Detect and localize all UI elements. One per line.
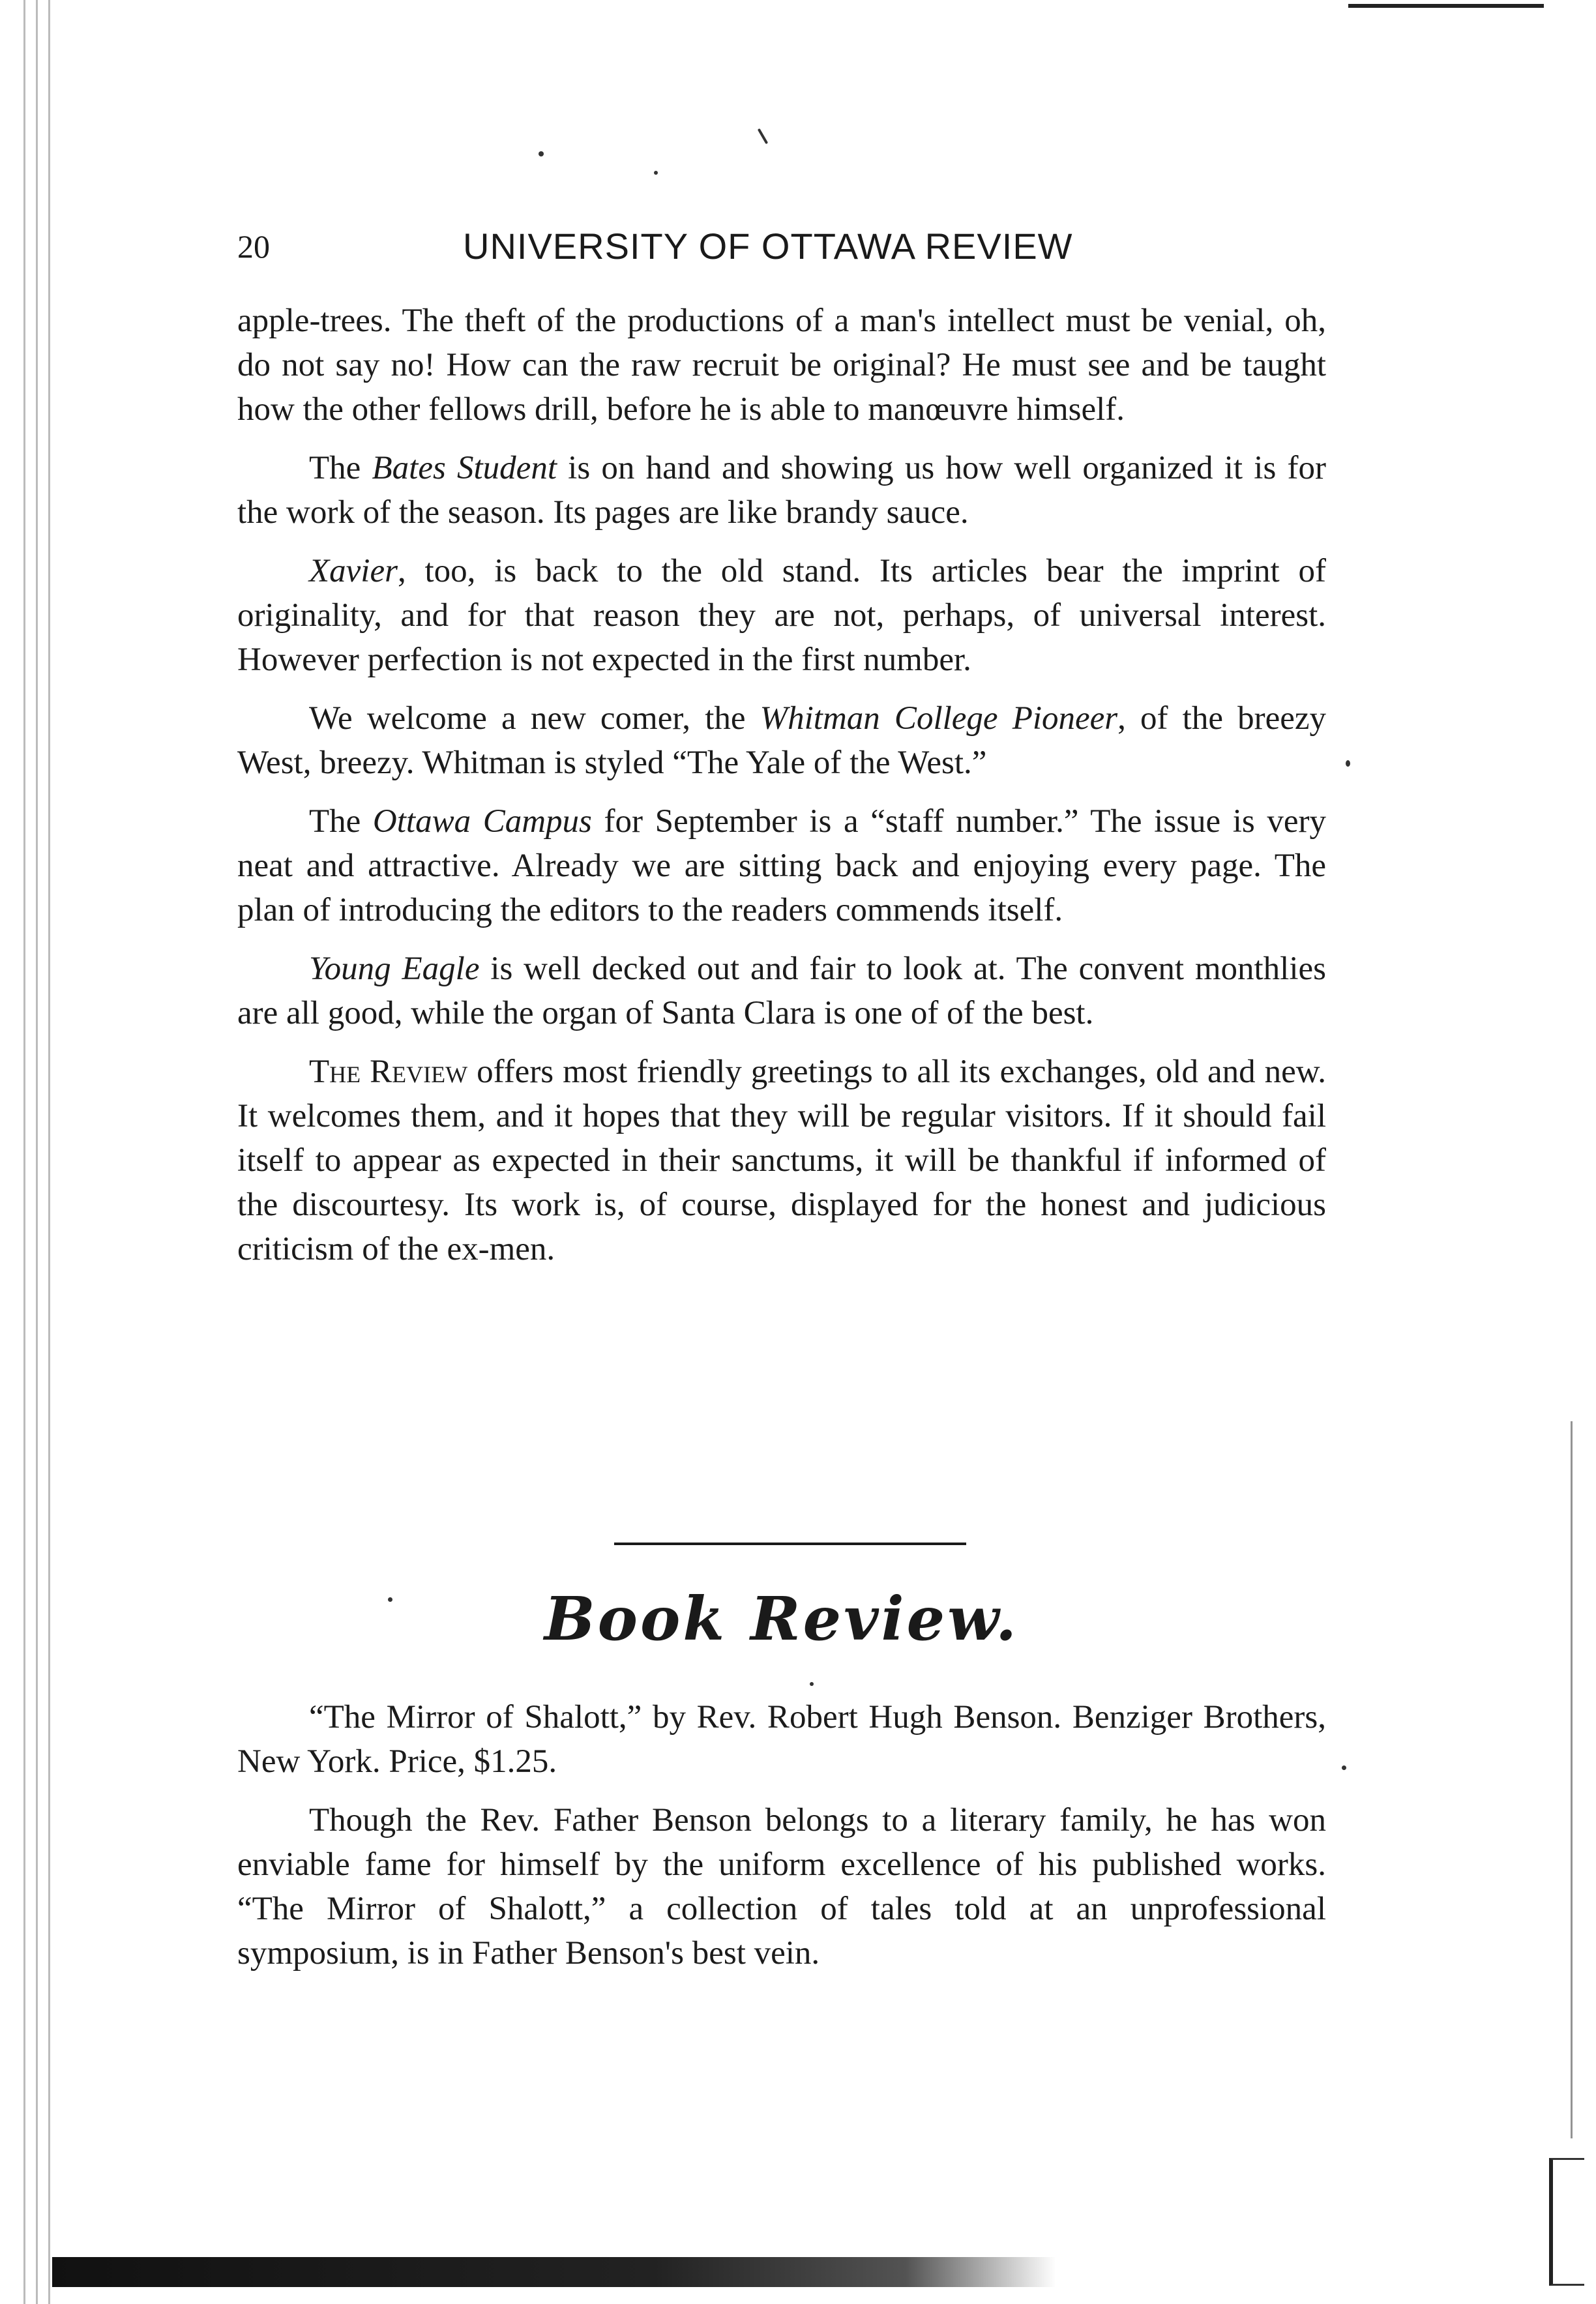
book-review-paragraph: Though the Rev. Father Benson belongs to a literary family, he has won enviable fame for himself by the uniform excellence of his published works. “The Mirror of Shalott,” a collection of tales told at an unprofessional symposium, is in Father Benson's best vein.	[237, 1802, 1326, 1972]
periodical-title: Whitman College Pioneer	[760, 700, 1118, 737]
exchanges-paragraph-4: We welcome a new comer, the Whitman College Pioneer, of the breezy West, breezy. Whitman is styled “The Yale of the West.”	[237, 700, 1326, 781]
review-name: The Review	[309, 1054, 468, 1090]
section-divider	[614, 1543, 966, 1545]
book-review-heading: Book Review.	[544, 1584, 1020, 1654]
exchanges-paragraph-1: apple-trees. The theft of the productions of a man's intellect must be venial, oh, do not say no! How can the raw recruit be original? He must see and be taught how the other fellows drill, before he is able to manœuvre himself.	[237, 303, 1326, 428]
book-review-citation: “The Mirror of Shalott,” by Rev. Robert Hugh Benson. Benziger Brothers, New York. Price, $1.25.	[237, 1699, 1326, 1780]
periodical-title: Xavier	[309, 553, 398, 589]
book-review-section	[237, 1695, 1326, 1990]
scan-right-edge-line	[1571, 1421, 1573, 2138]
exchanges-paragraph-7: The Review offers most friendly greetings to all its exchanges, old and new. It welcomes them, and it hopes that they will be regular visitors. If it should fail itself to appear as expected in their sanctums, it will be thankful if informed of the discourtesy. Its work is, of course, displayed for the honest and judicious criticism of the ex-men.	[237, 1054, 1327, 1267]
speck	[810, 1682, 814, 1686]
exchanges-section	[237, 299, 1326, 1286]
exchanges-paragraph-6: Young Eagle is well decked out and fair to look at. The convent monthlies are all good, while the organ of Santa Clara is one of of the best.	[237, 951, 1326, 1031]
scan-edge-artifact	[18, 0, 57, 2304]
periodical-title: Ottawa Campus	[372, 803, 592, 840]
exchanges-paragraph-3: Xavier, too, is back to the old stand. Its articles bear the imprint of originality, and for that reason they are not, perhaps, of universal interest. However perfection is not expected in the first number.	[237, 553, 1326, 678]
scan-bottom-bar	[52, 2257, 1056, 2287]
scan-top-rule	[1348, 4, 1544, 8]
running-title: UNIVERSITY OF OTTAWA REVIEW	[463, 226, 1073, 267]
speck	[758, 128, 768, 145]
periodical-title: Bates Student	[372, 450, 557, 486]
page-header	[237, 220, 1346, 273]
speck	[654, 171, 658, 175]
scan-right-mark	[1549, 2158, 1584, 2286]
exchanges-paragraph-5: The Ottawa Campus for September is a “staff number.” The issue is very neat and attractive. Already we are sitting back and enjoying every page. The plan of introducing the editors to the readers commends itself.	[237, 803, 1326, 928]
speck	[539, 151, 544, 156]
exchanges-paragraph-2: The Bates Student is on hand and showing us how well organized it is for the work of the season. Its pages are like brandy sauce.	[237, 450, 1326, 531]
speck	[1346, 760, 1350, 767]
page-number: 20	[237, 228, 270, 265]
speck	[1342, 1765, 1346, 1770]
periodical-title: Young Eagle	[309, 951, 480, 987]
